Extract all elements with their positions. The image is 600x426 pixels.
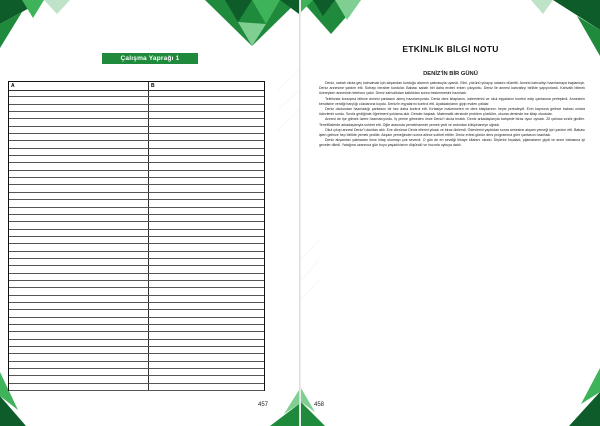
table-cell-a[interactable] <box>9 281 149 287</box>
table-row <box>9 237 264 244</box>
table-body <box>9 90 264 390</box>
table-row <box>9 112 264 119</box>
table-cell-b[interactable] <box>149 193 264 199</box>
table-cell-b[interactable] <box>149 266 264 272</box>
table-row <box>9 266 264 273</box>
story-body <box>319 81 585 149</box>
table-cell-a[interactable] <box>9 127 149 133</box>
table-cell-b[interactable] <box>149 281 264 287</box>
table-cell-a[interactable] <box>9 266 149 272</box>
table-row <box>9 193 264 200</box>
table-row <box>9 156 264 163</box>
table-row <box>9 303 264 310</box>
table-cell-a[interactable] <box>9 134 149 140</box>
table-row <box>9 141 264 148</box>
table-row <box>9 332 264 339</box>
table-cell-b[interactable] <box>149 112 264 118</box>
table-row <box>9 171 264 178</box>
table-cell-b[interactable] <box>149 230 264 236</box>
table-cell-a[interactable] <box>9 141 149 147</box>
table-cell-a[interactable] <box>9 310 149 316</box>
table-row <box>9 185 264 192</box>
table-row <box>9 163 264 170</box>
table-cell-b[interactable] <box>149 332 264 338</box>
table-cell-a[interactable] <box>9 318 149 324</box>
table-cell-b[interactable] <box>149 208 264 214</box>
right-page-decoration <box>301 0 600 426</box>
table-row <box>9 215 264 222</box>
table-cell-b[interactable] <box>149 178 264 184</box>
table-row <box>9 259 264 266</box>
table-cell-a[interactable] <box>9 303 149 309</box>
table-cell-b[interactable] <box>149 376 264 382</box>
table-cell-b[interactable] <box>149 97 264 103</box>
table-row <box>9 288 264 295</box>
table-row <box>9 369 264 376</box>
table-cell-b[interactable] <box>149 156 264 162</box>
table-cell-b[interactable] <box>149 362 264 368</box>
table-cell-a[interactable] <box>9 90 149 96</box>
table-cell-a[interactable] <box>9 97 149 103</box>
table-row <box>9 347 264 354</box>
table-row <box>9 325 264 332</box>
table-cell-a[interactable] <box>9 222 149 228</box>
table-cell-b[interactable] <box>149 171 264 177</box>
table-cell-b[interactable] <box>149 244 264 250</box>
table-cell-b[interactable] <box>149 274 264 280</box>
table-cell-b[interactable] <box>149 105 264 111</box>
table-cell-a[interactable] <box>9 149 149 155</box>
table-row <box>9 97 264 104</box>
table-cell-a[interactable] <box>9 259 149 265</box>
table-cell-a[interactable] <box>9 171 149 177</box>
table-cell-b[interactable] <box>149 384 264 390</box>
story-paragraph: Okul çıkışı annesi Deniz'i okuldan aldı. Eve dönünce Deniz ellerini yıkadı ve biraz dinlendi. Ödevlerini yaptıktan sonra annesine akşam yemeği için yardım etti. Babası işten gelince hep birlikte yemek yediler. Akşam yemeğinden sonra ailece sohbet ettiler. Deniz ertesi günün ders programına göre çantasını hazırladı. <box>319 127 585 138</box>
table-row <box>9 149 264 156</box>
table-cell-a[interactable] <box>9 230 149 236</box>
table-cell-b[interactable] <box>149 325 264 331</box>
table-row <box>9 119 264 126</box>
table-cell-b[interactable] <box>149 90 264 96</box>
table-row <box>9 281 264 288</box>
table-cell-b[interactable] <box>149 347 264 353</box>
table-row <box>9 252 264 259</box>
info-note-title: ETKİNLİK BİLGİ NOTU <box>402 44 499 54</box>
table-cell-a[interactable] <box>9 215 149 221</box>
story-subtitle: DENİZ'İN BİR GÜNÜ <box>423 71 478 77</box>
table-cell-a[interactable] <box>9 237 149 243</box>
table-row <box>9 230 264 237</box>
table-cell-b[interactable] <box>149 200 264 206</box>
table-row <box>9 208 264 215</box>
table-row <box>9 310 264 317</box>
table-cell-a[interactable] <box>9 362 149 368</box>
table-cell-b[interactable] <box>149 237 264 243</box>
table-row <box>9 90 264 97</box>
story-paragraph: Deniz okulundan hazırladığı çantasını bir kez daha kontrol etti. Kırtasiye malzemeleri ve ders kitaplarının hepsi yerindeydi. Evin kapısına gelince babası onlara ödevlerini sordu. Sınıfa girdiğinde öğretmeni yoklama aldı. Dersler başladı. Matematik dersinde problem çözdüler, okuma dersinde ise kitap okudular. <box>319 107 585 117</box>
table-cell-a[interactable] <box>9 119 149 125</box>
table-row <box>9 134 264 141</box>
table-cell-a[interactable] <box>9 208 149 214</box>
table-row <box>9 244 264 251</box>
table-cell-b[interactable] <box>149 252 264 258</box>
table-cell-b[interactable] <box>149 288 264 294</box>
left-page <box>0 0 299 426</box>
page-number-left: 457 <box>258 402 269 408</box>
story-paragraph: Deniz, sabah okula geç kalmamak için alışandan kurduğu alarmın çalmasıyla uyandı. Elini, yüzünü yıkayıp odasını düzeltti. Annesi kahvaltıyı hazırlamaya başlamıştı. Deniz annesine yardım etti. Sofrayı beraber kurdular. Babası sabah biri daha erdeni erken çıkıyordu. Deniz ile annesi kahvaltıyı birlikte yapıyorlardı. Kahvaltı bitmek üzereyken annesinin telefonu çaldı. Deniz kahvaltıdan kalktıktan sonra beslenmesini hazırladı. <box>319 81 585 96</box>
table-row <box>9 222 264 229</box>
table-row <box>9 200 264 207</box>
table-cell-a[interactable] <box>9 252 149 258</box>
table-cell-a[interactable] <box>9 105 149 111</box>
story-paragraph: Annesi de işe gitmek üzere hazırlanıyordu. İş yerine gitmeden önce Deniz'i okula bıraktı. Deniz arkadaşlarıyla bahçede biraz oyun oynadı. Zil çalınca sınıfa girdiler. Teneffüslerde arkadaşlarıyla sohbet etti. Öğle arasında yemekhanede yemek yedi ve ardından kütüphaneye uğradı. <box>319 117 585 127</box>
worksheet-table <box>8 81 265 391</box>
table-cell-a[interactable] <box>9 354 149 360</box>
table-cell-b[interactable] <box>149 127 264 133</box>
table-cell-a[interactable] <box>9 340 149 346</box>
table-row <box>9 318 264 325</box>
table-row <box>9 376 264 383</box>
table-cell-b[interactable] <box>149 215 264 221</box>
table-row <box>9 340 264 347</box>
table-row <box>9 384 264 391</box>
table-cell-b[interactable] <box>149 134 264 140</box>
table-cell-b[interactable] <box>149 185 264 191</box>
table-cell-a[interactable] <box>9 163 149 169</box>
table-cell-a[interactable] <box>9 193 149 199</box>
table-row <box>9 178 264 185</box>
column-a-header: A <box>9 82 149 90</box>
table-cell-a[interactable] <box>9 185 149 191</box>
table-row <box>9 105 264 112</box>
table-cell-b[interactable] <box>149 318 264 324</box>
table-cell-a[interactable] <box>9 332 149 338</box>
table-row <box>9 362 264 369</box>
table-row <box>9 354 264 361</box>
table-row <box>9 296 264 303</box>
story-paragraph: Deniz akşamları yatmadan önce kitap okumayı çok severdi. O gün de en sevdiği hikaye kitabını okudu. Dişlerini fırçaladı, pijamalarını giydi ve anne babasına iyi geceler diledi. Yatağına uzanınca gün boyu yaşadıklarını düşündü ve huzurla uykuya daldı. <box>319 138 585 148</box>
table-cell-b[interactable] <box>149 259 264 265</box>
table-cell-a[interactable] <box>9 200 149 206</box>
table-cell-b[interactable] <box>149 354 264 360</box>
table-cell-a[interactable] <box>9 347 149 353</box>
table-cell-b[interactable] <box>149 163 264 169</box>
table-cell-b[interactable] <box>149 369 264 375</box>
right-page <box>301 0 600 426</box>
table-cell-a[interactable] <box>9 112 149 118</box>
column-b-header: B <box>151 83 155 89</box>
table-cell-b[interactable] <box>149 303 264 309</box>
table-cell-a[interactable] <box>9 325 149 331</box>
table-cell-a[interactable] <box>9 384 149 390</box>
worksheet-tag: Çalışma Yaprağı 1 <box>102 53 198 64</box>
story-paragraph: Telefonda konuşma bitince annesi çantasını almış hazırlanıyordu. Deniz ders kitaplarını, kalemlerini ve okul eşyalarını kontrol edip çantasına yerleştirdi. Annesinin kendisine verdiği harçlığı cüzdanına koydu. Deniz'in eşyalarını kontrol etti. Ayakkabılarını giyip evden çıktılar. <box>319 96 585 106</box>
table-cell-b[interactable] <box>149 149 264 155</box>
table-cell-b[interactable] <box>149 310 264 316</box>
table-row <box>9 127 264 134</box>
table-cell-b[interactable] <box>149 141 264 147</box>
table-cell-a[interactable] <box>9 244 149 250</box>
table-cell-a[interactable] <box>9 156 149 162</box>
table-cell-b[interactable] <box>149 296 264 302</box>
table-cell-b[interactable] <box>149 340 264 346</box>
table-cell-a[interactable] <box>9 288 149 294</box>
table-cell-a[interactable] <box>9 376 149 382</box>
table-cell-a[interactable] <box>9 178 149 184</box>
table-row <box>9 274 264 281</box>
page-number-right: 458 <box>314 402 325 408</box>
table-cell-a[interactable] <box>9 369 149 375</box>
table-cell-b[interactable] <box>149 222 264 228</box>
table-cell-a[interactable] <box>9 274 149 280</box>
table-cell-a[interactable] <box>9 296 149 302</box>
table-cell-b[interactable] <box>149 119 264 125</box>
